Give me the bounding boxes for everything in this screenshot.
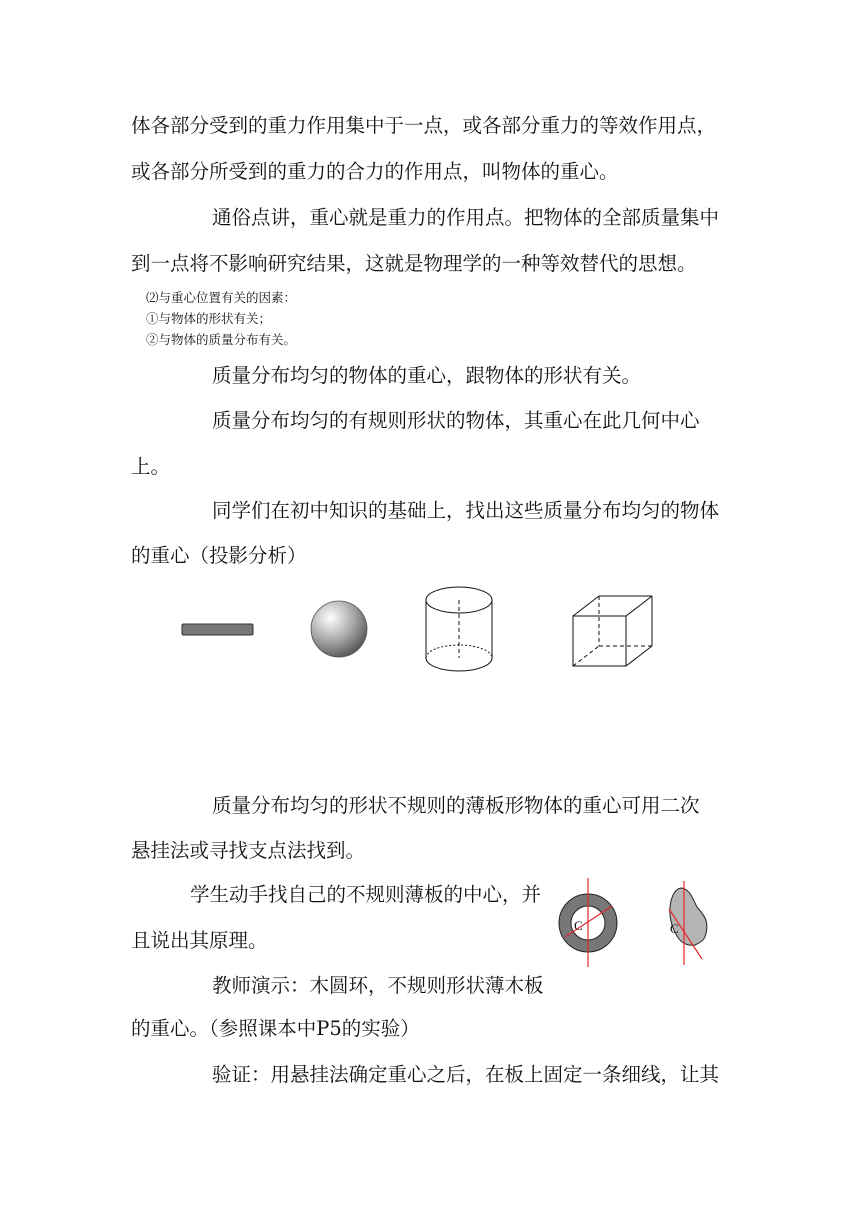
sphere-shape bbox=[311, 601, 367, 657]
bar-shape bbox=[182, 624, 253, 635]
cylinder-shape bbox=[426, 587, 492, 671]
paragraph-line: 学生动手找自己的不规则薄板的中心，并 bbox=[190, 883, 542, 906]
regular-shapes-figure bbox=[170, 578, 670, 678]
paragraph-line: 验证：用悬挂法确定重心之后，在板上固定一条细线，让其 bbox=[212, 1063, 720, 1086]
paragraph-line: 质量分布均匀的形状不规则的薄板形物体的重心可用二次 bbox=[212, 794, 700, 817]
note-line: ②与物体的质量分布有关。 bbox=[146, 332, 297, 347]
paragraph-line: 同学们在初中知识的基础上，找出这些质量分布均匀的物体 bbox=[212, 499, 720, 522]
note-line: ①与物体的形状有关； bbox=[146, 311, 272, 326]
suspension-figure bbox=[552, 875, 722, 975]
paragraph-line: 通俗点讲，重心就是重力的作用点。把物体的全部质量集中 bbox=[212, 206, 720, 229]
ring-shape bbox=[559, 878, 617, 967]
paragraph-line: 教师演示：木圆环，不规则形状薄木板 bbox=[212, 974, 544, 997]
note-line: ⑵与重心位置有关的因素： bbox=[146, 290, 297, 305]
plate-label: C bbox=[670, 921, 679, 936]
paragraph-line: 质量分布均匀的物体的重心，跟物体的形状有关。 bbox=[212, 364, 642, 387]
paragraph-line: 或各部分所受到的重力的合力的作用点，叫物体的重心。 bbox=[131, 160, 619, 183]
paragraph-line: 上。 bbox=[131, 455, 171, 478]
ring-label: C bbox=[574, 918, 583, 933]
paragraph-line: 且说出其原理。 bbox=[131, 929, 268, 952]
cube-shape bbox=[573, 596, 652, 666]
paragraph-line: 的重心（投影分析） bbox=[131, 544, 307, 567]
paragraph-line: 悬挂法或寻找支点法找到。 bbox=[131, 839, 366, 862]
paragraph-line: 质量分布均匀的有规则形状的物体，其重心在此几何中心 bbox=[212, 409, 700, 432]
paragraph-line: 到一点将不影响研究结果，这就是物理学的一种等效替代的思想。 bbox=[131, 252, 697, 275]
paragraph-line: 的重心。（参照课本中P5的实验） bbox=[131, 1017, 420, 1040]
paragraph-line: 体各部分受到的重力作用集中于一点，或各部分重力的等效作用点， bbox=[131, 114, 717, 137]
